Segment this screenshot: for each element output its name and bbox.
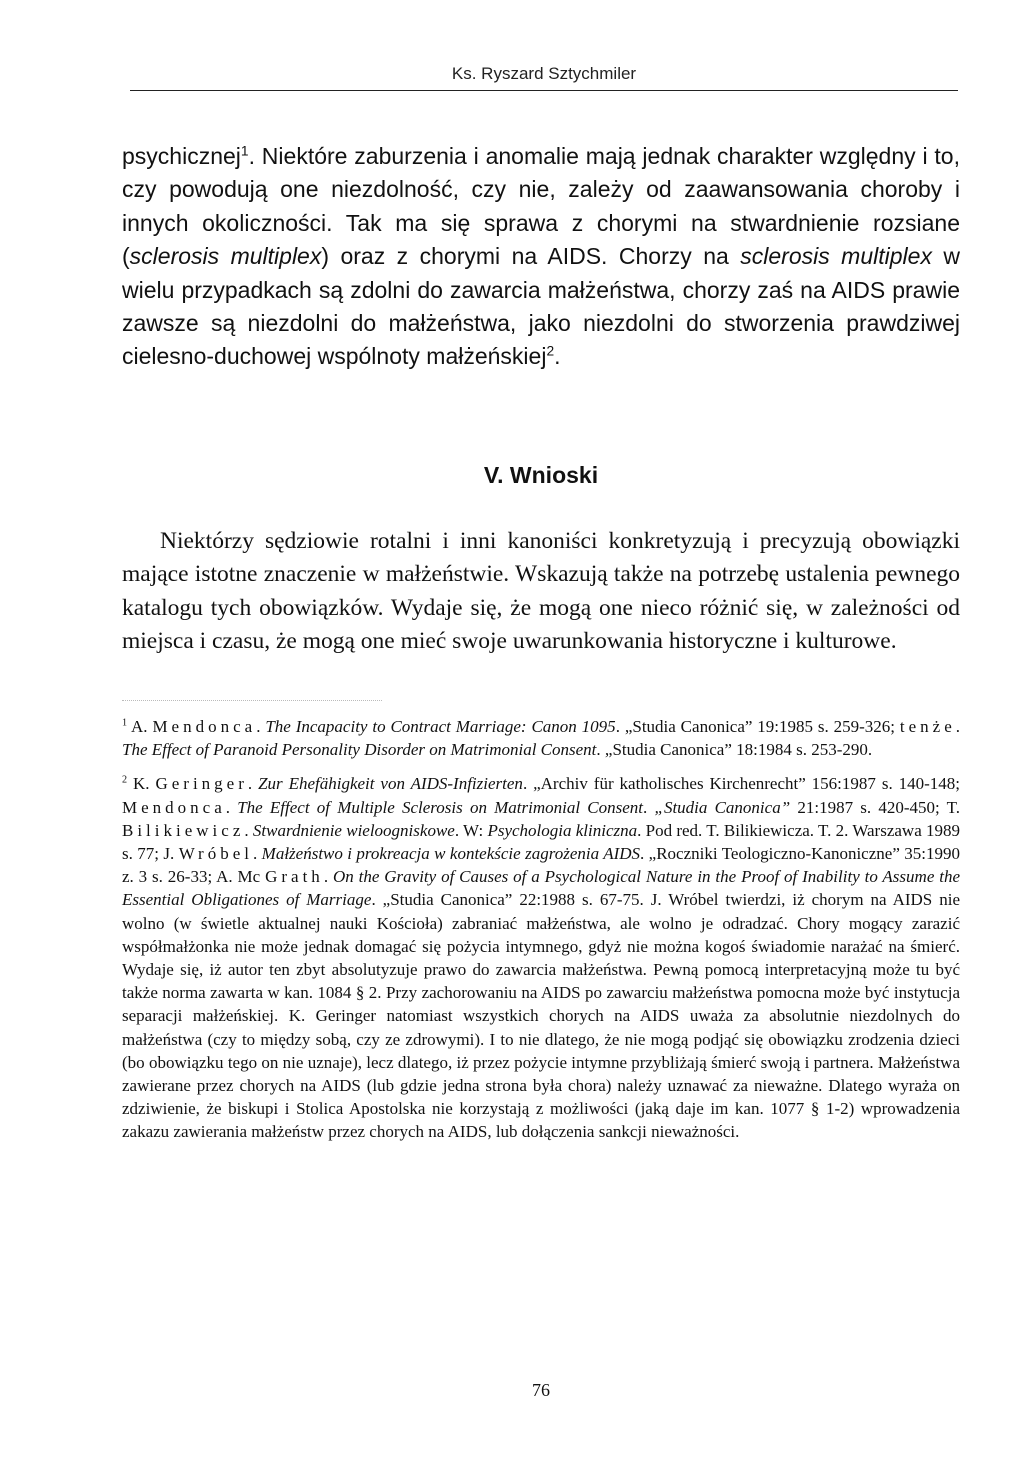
footnote-mark: 1 [122,717,128,729]
text-run: . „Studia Canonica” 18:1984 s. 253-290. [596,740,873,760]
text-run: . [256,717,266,736]
text-run: . „Studia Canonica” 19:1985 s. 259-326; [615,717,900,736]
latin-term: sclerosis multiplex [129,243,322,270]
text-run: . [554,343,561,370]
footnote-ref-2[interactable]: 2 [546,343,555,359]
work-title: On the Gravity of Causes of a Psychological Nature in the Proof of Inability to Assume the Essential Obligationes of Marriage [122,867,961,910]
footnote-ref-1[interactable]: 1 [240,143,249,159]
footnote-mark: 2 [122,774,128,786]
text-run: . „Archiv für katholisches Kirchenrecht” 156:1987 s. 140-148; [522,774,961,794]
work-title: Małżeństwo i prokreacja w kontekście zagrożenia AIDS [261,844,641,864]
text-run: . [247,774,259,794]
text-run: . „Studia Canonica” 22:1988 s. 67-75. J. Wróbel twierdzi, iż chorym na AIDS nie wolno (w świetle aktualnej nauki Kościoła) zabraniać małżeństwa, ale wolno je odradzać. Chory mogący zarazić współmałżonka nie może jednak domagać się pożycia intymnego, gdyż nie można kogoś świadomie narażać na śmierć. Wydaje się, iż autor ten zbyt absolutyzuje prawo do zawarcia małżeństwa. Pewną pomocą interpretacyjną może tu być także norma zawarta w kan. 1084 § 2. Przy zachorowaniu na AIDS po zawarciu małżeństwa pomocna może być instytucja separacji małżeńskiej. K. Geringer natomiast wszystkich chorych na AIDS uważa za absolutnie niezdolnych do małżeństwa (czy to między sobą, czy ze zdrowymi). I to nie dlatego, że nie mogą podjąć się obowiązku zrodzenia dzieci (bo obowiązku tego on nie uznaje), lecz dlatego, iż przez pożycie intymne przybliżają śmierć swoją i partnera. Małżeństwa zawierane przez chorych na AIDS (lub gdzie jedna strona była chora) należy uznawać za nieważne. Dlatego wyraża on zdziwienie, że biskupi i Stolica Apostolska nie korzystają z możliwości (jaką daje im kan. 1077 § 1-2) wprowadzenia zakazu zawierania małżeństw przez chorych na AIDS, lub dołączenia sankcji nieważności. [122,890,960,1142]
author-name: Wróbel [178,844,253,864]
author-name: Grath [265,867,324,887]
text-run: A. [127,717,153,736]
text-run: . [643,797,655,817]
body-paragraph [122,140,960,374]
text-run: psychicznej [122,143,241,169]
text-run: ) oraz z chorymi na AIDS. Chorzy na [321,243,741,270]
footnote-2 [122,772,960,1143]
work-title: Psychologia kliniczna [487,820,638,840]
text-run: 21:1987 s. 420-450; T. [790,797,961,817]
author-name: tenże [899,717,956,736]
journal-title: „Studia Canonica” [654,797,791,817]
text-run: . [955,717,961,736]
text-run: . „Roczniki Teologiczno-Kanoniczne” 35:1990 z. 3 s. 26-33; A. Mc [122,844,960,887]
author-name: Mendonca [122,797,226,817]
header-rule [130,90,958,91]
text-run: . [244,820,253,840]
text-run: . [323,867,333,887]
author-name: Mendonca [152,717,257,736]
text-run: . W: [454,820,488,840]
work-title: Stwardnienie wieloogniskowe [252,820,455,840]
paragraph-continuation [122,140,960,374]
footnote-separator [122,700,382,701]
work-title: The Incapacity to Contract Marriage: Canon 1095 [265,717,616,736]
author-name: Bilikiewicz [122,820,245,840]
work-title: The Effect of Multiple Sclerosis on Matrimonial Consent [237,797,644,817]
text-run: . Pod red. T. Bilikiewicza. T. 2. Warszawa 1989 s. 77; J. [122,820,961,864]
text-run: w wielu przypadkach są zdolni do zawarcia małżeństwa, chorzy zaś na AIDS prawie zawsze są niezdolni do małżeństwa, jako niezdolni do stworzenia prawdziwej cielesno-duchowej wspólnoty małżeńskiej [122,243,961,370]
work-title: The Effect of Paranoid Personality Disorder on Matrimonial Consent [122,740,597,760]
text-run: . [225,797,238,817]
page-number: 76 [532,1380,550,1400]
running-head: Ks. Ryszard Sztychmiler [451,64,637,83]
footnote-1 [122,715,960,761]
footnotes [122,715,960,1155]
text-run: . [252,844,262,864]
section-heading: V. Wnioski [483,462,599,488]
work-title: Zur Ehefähigkeit von AIDS-Infizierten [258,774,523,794]
text-run: . Niektóre zaburzenia i anomalie mają jednak charakter względny i to, czy powodują one niezdolność, czy nie, zależy od zaawansowania choroby i innych okoliczności. Tak ma się sprawa z chorymi na stwardnienie rozsiane ( [122,143,960,270]
conclusions-section [122,525,960,659]
author-name: Geringer [155,774,248,794]
conclusions-paragraph: Niektórzy sędziowie rotalni i inni kanoniści konkretyzują i precyzują obowiązki mające istotne znaczenie w małżeństwie. Wskazują także na potrzebę ustalenia pewnego katalogu tych obowiązków. Wydaje się, że mogą one nieco różnić się, w zależności od miejsca i czasu, że mogą one mieć swoje uwarunkowania historyczne i kulturowe. [122,528,960,655]
latin-term: sclerosis multiplex [740,243,932,270]
text-run: K. [127,774,156,794]
